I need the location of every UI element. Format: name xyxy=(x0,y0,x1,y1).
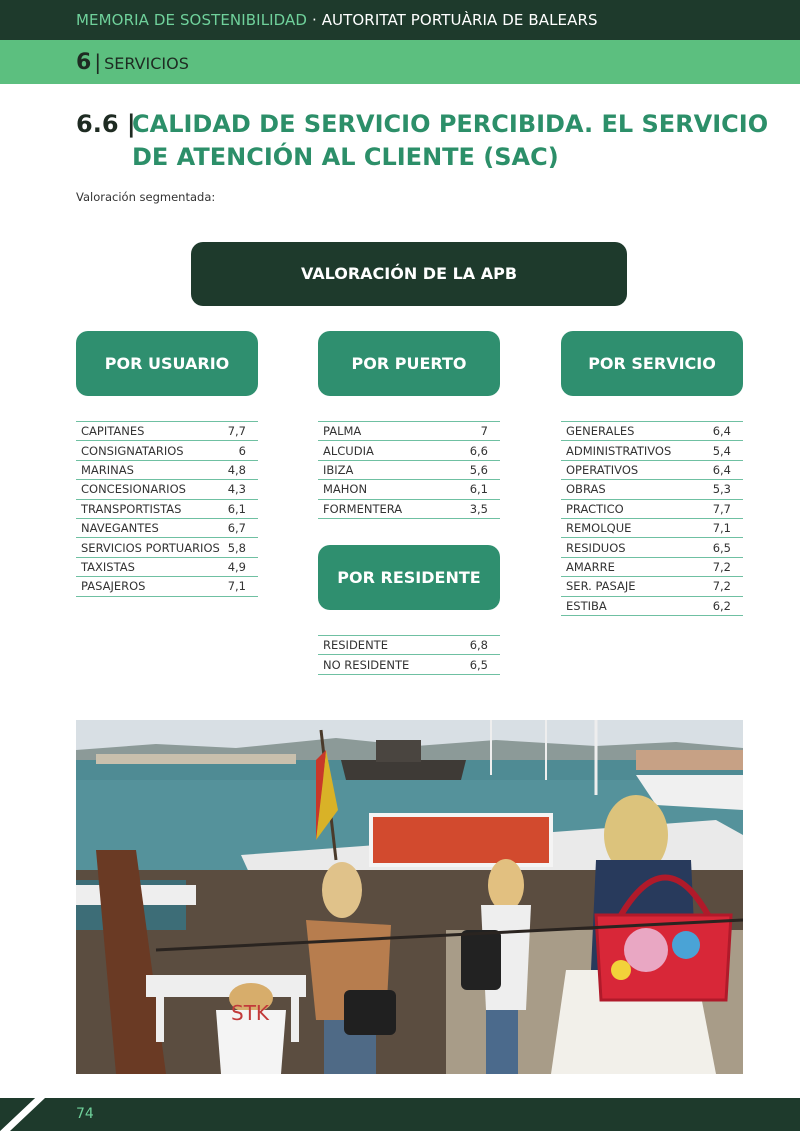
row-value: 6,7 xyxy=(227,521,246,536)
row-label: FORMENTERA xyxy=(323,501,403,516)
row-value: 5,8 xyxy=(227,540,246,555)
table-row xyxy=(561,500,743,519)
table-row xyxy=(561,577,743,596)
row-value: 6,6 xyxy=(469,443,488,458)
row-label: MARINAS xyxy=(81,462,134,477)
row-label: RESIDENTE xyxy=(323,638,388,653)
page-footer xyxy=(0,1098,800,1131)
table-row xyxy=(318,422,500,441)
table-row xyxy=(76,480,258,499)
row-value: 6,4 xyxy=(712,424,731,439)
row-label: CONSIGNATARIOS xyxy=(81,443,184,458)
table-row xyxy=(561,422,743,441)
section-bar xyxy=(0,40,800,84)
running-header xyxy=(0,0,800,40)
row-value: 7,7 xyxy=(712,501,731,516)
table-row xyxy=(318,441,500,460)
table-row xyxy=(76,577,258,596)
table-row xyxy=(76,422,258,441)
row-label: GENERALES xyxy=(566,424,635,439)
table-row xyxy=(318,500,500,519)
row-label: MAHON xyxy=(323,482,368,497)
row-label: PRACTICO xyxy=(566,501,624,516)
row-value: 6,8 xyxy=(469,638,488,653)
row-label: NAVEGANTES xyxy=(81,521,159,536)
row-value: 5,4 xyxy=(712,443,731,458)
table-row xyxy=(76,519,258,538)
row-value: 6,2 xyxy=(712,598,731,613)
table-row xyxy=(76,461,258,480)
title-number: 6.6 | xyxy=(76,110,136,138)
section-number: 6 xyxy=(76,50,92,75)
row-label: IBIZA xyxy=(323,462,354,477)
page-number: 74 xyxy=(76,1106,94,1122)
table-row xyxy=(76,441,258,460)
residente-table xyxy=(318,635,500,675)
row-value: 7,7 xyxy=(227,424,246,439)
table-row xyxy=(561,558,743,577)
row-value: 6,1 xyxy=(469,482,488,497)
por-residente-header: POR RESIDENTE xyxy=(318,545,500,610)
table-row xyxy=(318,480,500,499)
row-value: 6,5 xyxy=(712,540,731,555)
row-value: 7,2 xyxy=(712,559,731,574)
row-value: 6,4 xyxy=(712,462,731,477)
port-photo xyxy=(76,720,743,1074)
row-value: 7,2 xyxy=(712,579,731,594)
por-usuario-header: POR USUARIO xyxy=(76,331,258,396)
row-label: SERVICIOS PORTUARIOS xyxy=(81,540,220,555)
section-name: SERVICIOS xyxy=(104,54,189,73)
row-label: CONCESIONARIOS xyxy=(81,482,186,497)
row-value: 6,5 xyxy=(469,657,488,672)
row-label: OBRAS xyxy=(566,482,606,497)
row-label: ALCUDIA xyxy=(323,443,374,458)
row-value: 4,9 xyxy=(227,559,246,574)
table-row xyxy=(561,519,743,538)
row-label: CAPITANES xyxy=(81,424,145,439)
table-row xyxy=(76,500,258,519)
doc-title: MEMORIA DE SOSTENIBILIDAD xyxy=(76,11,308,29)
row-label: PALMA xyxy=(323,424,362,439)
row-value: 4,3 xyxy=(227,482,246,497)
title-text: CALIDAD DE SERVICIO PERCIBIDA. EL SERVICIO DE ATENCIÓN AL CLIENTE (SAC) xyxy=(132,110,769,171)
table-row xyxy=(76,538,258,557)
row-label: TAXISTAS xyxy=(81,559,135,574)
table-row xyxy=(561,597,743,616)
intro-text: Valoración segmentada: xyxy=(76,190,216,204)
row-label: OPERATIVOS xyxy=(566,462,639,477)
row-value: 6 xyxy=(238,443,246,458)
table-row xyxy=(561,461,743,480)
table-row xyxy=(561,441,743,460)
row-value: 5,3 xyxy=(712,482,731,497)
valoracion-apb-box: VALORACIÓN DE LA APB xyxy=(191,242,627,306)
row-value: 7,1 xyxy=(712,521,731,536)
section-divider: | xyxy=(94,50,102,74)
row-label: RESIDUOS xyxy=(566,540,626,555)
row-label: REMOLQUE xyxy=(566,521,632,536)
por-puerto-header: POR PUERTO xyxy=(318,331,500,396)
row-value: 7 xyxy=(480,424,488,439)
table-row xyxy=(318,636,500,655)
row-label: ESTIBA xyxy=(566,598,607,613)
table-row xyxy=(561,538,743,557)
row-label: NO RESIDENTE xyxy=(323,657,410,672)
row-value: 6,1 xyxy=(227,501,246,516)
row-value: 7,1 xyxy=(227,579,246,594)
row-value: 5,6 xyxy=(469,462,488,477)
row-label: SER. PASAJE xyxy=(566,579,636,594)
usuario-table xyxy=(76,421,258,597)
puerto-table xyxy=(318,421,500,519)
row-value: 4,8 xyxy=(227,462,246,477)
table-row xyxy=(318,655,500,674)
row-value: 3,5 xyxy=(469,501,488,516)
table-row xyxy=(76,558,258,577)
row-label: ADMINISTRATIVOS xyxy=(566,443,672,458)
shirt-text: STK xyxy=(231,1001,270,1025)
servicio-table xyxy=(561,421,743,616)
org-name: AUTORITAT PORTUÀRIA DE BALEARS xyxy=(321,11,598,29)
table-row xyxy=(318,461,500,480)
table-row xyxy=(561,480,743,499)
por-servicio-header: POR SERVICIO xyxy=(561,331,743,396)
row-label: PASAJEROS xyxy=(81,579,146,594)
row-label: TRANSPORTISTAS xyxy=(81,501,182,516)
row-label: AMARRE xyxy=(566,559,615,574)
header-separator: · xyxy=(307,11,322,29)
